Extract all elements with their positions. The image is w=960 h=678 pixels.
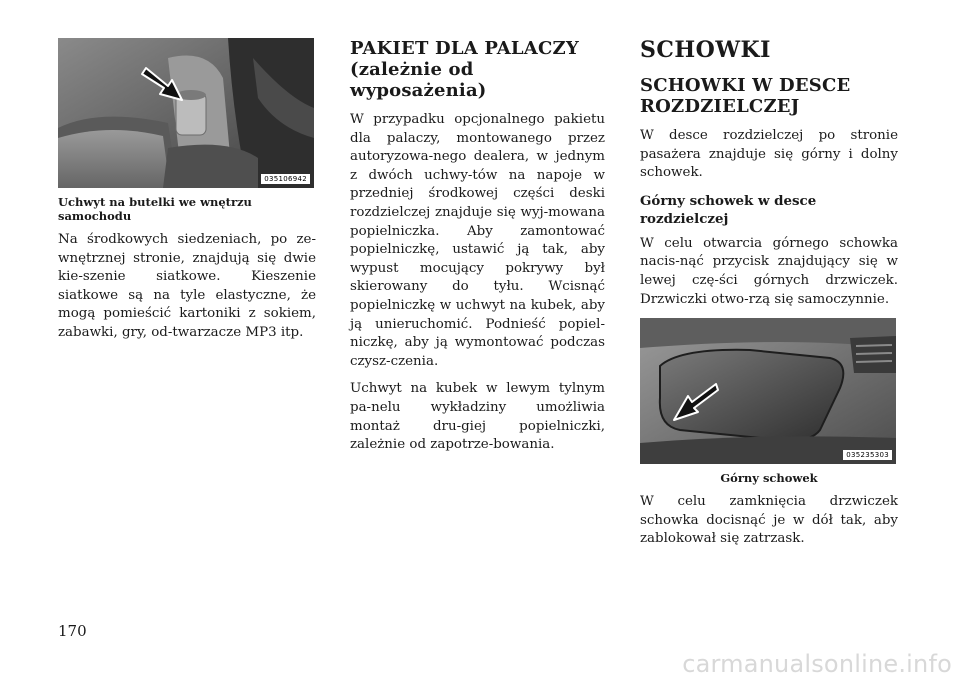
body-paragraph: W desce rozdzielczej po stronie pasażera znajduje się górny i dolny schowek.: [640, 128, 898, 181]
section-heading: [350, 38, 605, 101]
chapter-title: SCHOWKI: [640, 37, 771, 63]
photo-caption: Uchwyt na butelki we wnętrzu samochodu: [58, 195, 252, 223]
body-paragraph: W celu zamknięcia drzwiczek schowka docisnąć je w dół tak, aby zablokował się zatrzask.: [640, 494, 898, 547]
section-heading: SCHOWKI W DESCE ROZDZIELCZEJ: [640, 75, 851, 117]
image-code: 035235303: [843, 450, 892, 460]
image-code: 035106942: [261, 174, 310, 184]
arrow-icon: [138, 66, 186, 106]
photo-caption: Górny schowek: [720, 471, 818, 486]
heading-line: (zależnie od wyposażenia): [350, 59, 487, 101]
subheading: Górny schowek w desce rozdzielczej: [640, 192, 817, 227]
bottle-holder-photo: [58, 38, 314, 188]
page-number: 170: [58, 622, 87, 640]
right-column: [640, 38, 898, 558]
middle-column: [350, 38, 605, 464]
watermark: carmanualsonline.info: [682, 650, 952, 678]
body-paragraph: Uchwyt na kubek w lewym tylnym pa-nelu wykładziny umożliwia montaż dru-giej popielniczki, zależnie od zapotrze-bowania.: [350, 381, 605, 453]
body-paragraph: W przypadku opcjonalnego pakietu dla palaczy, montowanego przez autoryzowa-nego dealera, w jednym z dwóch uchwy-tów na napoje w przedniej środkowej części deski rozdzielczej znajduje się wyj-mowana popielniczka. Aby zamontować popielniczkę, ustawić ją tak, aby wypust mocujący pokrywy był skierowany do tyłu. Wcisnąć popielniczkę w uchwyt na kubek, aby ją unieruchomić. Podnieść popiel-niczkę, aby ją wymontować podczas czysz-czenia.: [350, 112, 605, 369]
body-paragraph: Na środkowych siedzeniach, po ze-wnętrznej stronie, znajdują się dwie kie-szenie siatkowe. Kieszenie siatkowe są na tyle elastyczne, że mogą pomieścić kartoniki z sokiem, zabawki, gry, od-twarzacze MP3 itp.: [58, 232, 316, 340]
body-paragraph: W celu otwarcia górnego schowka nacis-nąć przycisk znajdujący się w lewej czę-ści górnych drzwiczek. Drzwiczki otwo-rzą się samoczynnie.: [640, 235, 898, 307]
left-column: [58, 38, 316, 352]
glovebox-photo: [640, 318, 896, 464]
arrow-icon: [670, 378, 720, 424]
heading-line: PAKIET DLA PALACZY: [350, 38, 579, 59]
